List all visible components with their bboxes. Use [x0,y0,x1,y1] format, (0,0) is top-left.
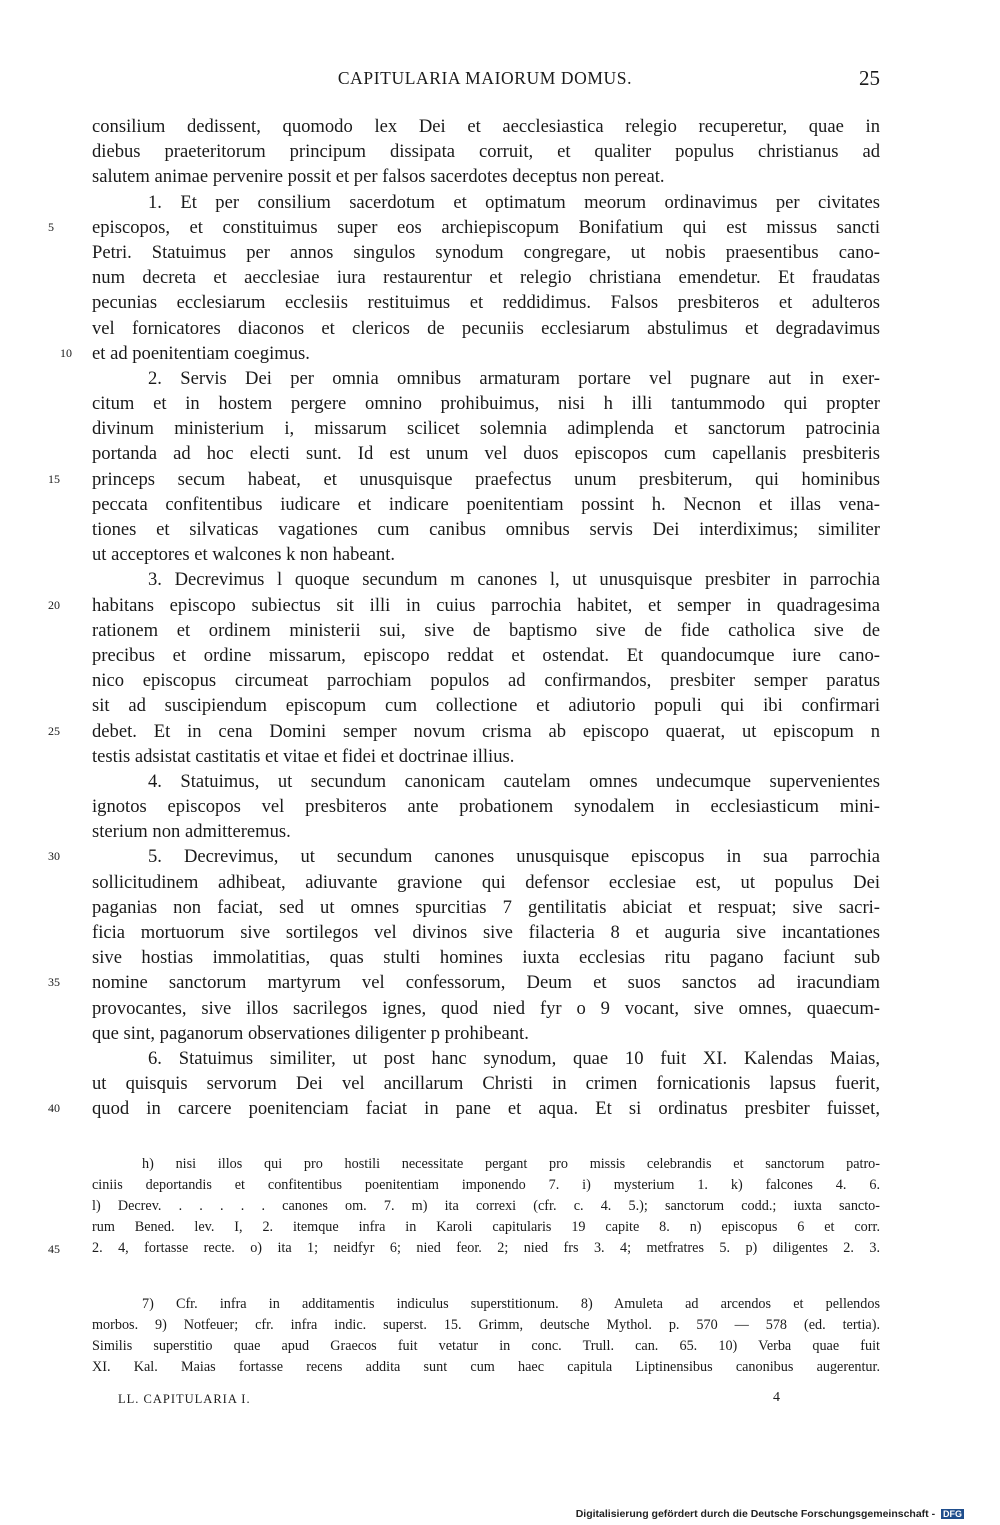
body-line-text: ut quisquis servorum Dei vel ancillarum Christi in crimen fornicationis lapsus fuerit, [92,1073,880,1095]
body-line-text: debet. Et in cena Domini semper novum crisma ab episcopo quaerat, ut episcopum n [92,720,880,742]
apparatus-line-text: ciniis deportandis et confitentibus poenitentiam imponendo 7. i) mysterium 1. k) falcones 4. 6. [92,1177,880,1193]
commentary-line-text: XI. Kal. Maias fortasse recens addita sunt cum haec capitula Liptinensibus canonibus augerentur. [92,1359,880,1375]
body-line [92,1046,880,1071]
body-line-text: que sint, paganorum observationes diligenter p prohibeant. [92,1022,529,1044]
line-number: 40 [48,1101,60,1116]
body-line [92,240,880,265]
body-line-text: quod in carcere poenitenciam faciat in pane et aqua. Et si ordinatus presbiter fuisset, [92,1098,880,1120]
body-line [92,391,880,416]
body-line-text: Petri. Statuimus per annos singulos synodum congregare, ut nobis praesentibus cano- [92,241,880,263]
commentary-line [92,1294,880,1315]
body-line-text: divinum ministerium i, missarum scilicet solemnia adimplenda et sanctorum patrocinia [92,418,880,440]
dfg-logo: DFG [943,1509,962,1519]
body-line [92,290,880,315]
body-line [92,265,880,290]
body-line [92,416,880,441]
body-line [92,819,880,844]
apparatus-line [92,1217,880,1238]
body-line [92,567,880,592]
body-line-text: rationem et ordinem ministerii sui, sive de baptismo sive de fide catholica sive de [92,619,880,641]
commentary-line [92,1336,880,1357]
body-line-text: ut acceptores et walcones k non habeant. [92,544,396,566]
apparatus-line-text: h) nisi illos qui pro hostili necessitate pergant pro missis celebrandis et sanctorum patro- [142,1156,880,1172]
body-line-text: 6. Statuimus similiter, ut post hanc synodum, quae 10 fuit XI. Kalendas Maias, [148,1047,880,1069]
critical-apparatus [48,1154,880,1259]
body-line-text: precibus et ordine missarum, episcopo reddat et ostendat. Et quandocumque iure cano- [92,644,880,666]
digitization-credit [576,1508,964,1520]
body-line-text: provocantes, sive illos sacrilegos ignes, quod nied fyr o 9 vocant, sive omnes, quaecum- [92,997,880,1019]
body-line-text: habitans episcopo subiectus sit illi in cuius parrochia habitet, et semper in quadragesima [92,594,880,616]
commentary-line [92,1315,880,1336]
line-number: 20 [48,597,60,612]
body-line [92,1021,880,1046]
body-line [48,593,880,618]
body-line [92,870,880,895]
body-line [92,190,880,215]
body-line-text: 1. Et per consilium sacerdotum et optimatum meorum ordinavimus per civitates [148,191,880,213]
apparatus-line [92,1175,880,1196]
body-line-text: num decreta et aecclesiae iura restaurentur et relegio christiana emendetur. Et fraudatas [92,267,880,289]
body-line [48,844,880,869]
body-line-text: vel fornicatores diaconos et clericos de pecuniis ecclesiarum abstulimus et degradavimus [92,317,880,339]
body-line-text: nico episcopus circumeat parrochiam populos ad confirmandos, presbiter semper paratus [92,670,880,692]
body-line [48,719,880,744]
body-line-text: nomine sanctorum martyrum vel confessorum, Deum et suos sanctos ad iracundiam [92,972,880,994]
apparatus-line [48,1238,880,1259]
body-line [92,517,880,542]
body-line [92,492,880,517]
body-line [92,996,880,1021]
apparatus-line-text: 2. 4, fortasse recte. o) ita 1; neidfyr 6; nied feor. 2; nied frs 3. 4; metfratres 5. p) diligentes 2. 3. [92,1240,880,1256]
running-title: CAPITULARIA MAIORUM DOMUS. [337,68,633,88]
body-line [60,341,880,366]
line-number: 30 [48,849,60,864]
apparatus-line-text: l) Decrev. . . . . . canones om. 7. m) ita correxi (cfr. c. 4. 5.); sanctorum codd.; iuxta sancto- [92,1198,880,1214]
body-line-text: sterium non admitteremus. [92,821,291,843]
body-line-text: portanda ad hoc electi sunt. Id est unum vel duos episcopos cum capellanis presbiteris [92,443,880,465]
body-line-text: ficia mortuorum sive sortilegos vel divinos sive filacteria 8 et auguria sive incantationes [92,922,880,943]
body-line-text: sit ad suscipiendum episcopum cum collectione et adiutorio populi qui ibi confirmari [92,695,880,717]
body-line [92,164,880,189]
body-line [92,316,880,341]
body-line [92,945,880,970]
body-line-text: 5. Decrevimus, ut secundum canones unusquisque episcopus in sua parrochia [148,846,880,868]
body-line [92,618,880,643]
body-line [92,794,880,819]
body-line-text: citum et in hostem pergere omnino prohibuimus, nisi h illi tantummodo qui propter [92,393,880,415]
body-line [92,441,880,466]
line-number: 5 [48,219,54,234]
body-line [92,668,880,693]
apparatus-line [92,1154,880,1175]
credit-text: Digitalisierung gefördert durch die Deutsche Forschungsgemeinschaft - [575,1508,936,1520]
body-line-text: consilium dedissent, quomodo lex Dei et aecclesiastica relegio recuperetur, quae in [92,116,880,137]
body-line-text: episcopos, et constituimus super eos archiepiscopum Bonifatium qui est missus sancti [92,216,880,238]
page-number: 25 [859,66,880,90]
line-number: 45 [48,1242,60,1256]
line-number: 15 [48,471,60,486]
body-line [92,693,880,718]
body-line [92,920,880,945]
body-line-text: 4. Statuimus, ut secundum canonicam cautelam omnes undecumque supervenientes [148,770,880,792]
body-line [48,970,880,995]
signature-mark: LL. CAPITULARIA I. [118,1392,251,1406]
body-line [92,366,880,391]
body-line [48,467,880,492]
commentary-line-text: 7) Cfr. infra in additamentis indiculus superstitionum. 8) Amuleta ad arcendos et pellendos [142,1296,880,1312]
body-line-text: princeps secum habeat, et unusquisque praefectus unum presbiterum, qui hominibus [92,468,880,490]
body-line-text: salutem animae pervenire possit et per falsos sacerdotes deceptus non pereat. [92,166,665,188]
body-line-text: sive hostias immolatitias, quas stulti homines iuxta ecclesias ritu pagano faciunt sub [92,947,880,969]
body-line-text: sollicitudinem adhibeat, adiuvante gravione qui defensor ecclesiae est, ut populus Dei [92,871,880,893]
commentary-line-text: Similis superstitio quae apud Graecos fuit vetatur in conc. Trull. can. 65. 10) Verba quae fuit [92,1338,880,1354]
body-line-text: diebus praeteritorum principum dissipata corruit, et qualiter populus christianus ad [92,141,880,163]
body-line [92,139,880,164]
body-text [48,114,880,1122]
body-line-text: peccata confitentibus iudicare et indicare poenitentiam possint h. Necnon et illas vena- [92,493,880,515]
commentary-notes [92,1294,880,1378]
apparatus-line [92,1196,880,1217]
page-header [90,68,880,94]
body-line [92,769,880,794]
body-line-text: 2. Servis Dei per omnia omnibus armaturam portare vel pugnare aut in exer- [148,367,880,389]
commentary-line [92,1357,880,1378]
sheet-number: 4 [773,1390,780,1405]
body-line [92,542,880,567]
body-line-text: testis adsistat castitatis et vitae et fidei et doctrinae illius. [92,745,515,767]
body-line [92,643,880,668]
line-number: 25 [48,723,60,738]
body-line [92,895,880,920]
apparatus-line-text: rum Bened. lev. I, 2. itemque infra in Karoli capitularis 19 capite 8. n) episcopus 6 et corr. [92,1219,880,1235]
body-line [48,1096,880,1121]
body-line-text: 3. Decrevimus l quoque secundum m canones l, ut unusquisque presbiter in parrochia [148,569,880,591]
line-number: 35 [48,975,60,990]
body-line [92,114,880,139]
body-line [48,215,880,240]
commentary-line-text: morbos. 9) Notfeuer; cfr. infra indic. superst. 15. Grimm, deutsche Mythol. p. 570 — 578 (ed. tertia). [92,1317,880,1333]
body-line-text: tiones et silvaticas vagationes cum canibus omnibus servis Dei interdiximus; similiter [92,519,880,540]
body-line-text: et ad poenitentiam coegimus. [92,342,310,364]
body-line-text: ignotos episcopos vel presbiteros ante probationem synodalem in ecclesiasticum mini- [92,796,880,818]
body-line [92,744,880,769]
line-number: 10 [60,345,72,360]
body-line [92,1071,880,1096]
body-line-text: paganias non faciat, sed ut omnes spurcitias 7 gentilitatis abiciat et respuat; sive sacri- [92,896,880,918]
body-line-text: pecunias ecclesiarum ecclesiis restituimus et reddidimus. Falsos presbiteros et adulteros [92,292,880,314]
